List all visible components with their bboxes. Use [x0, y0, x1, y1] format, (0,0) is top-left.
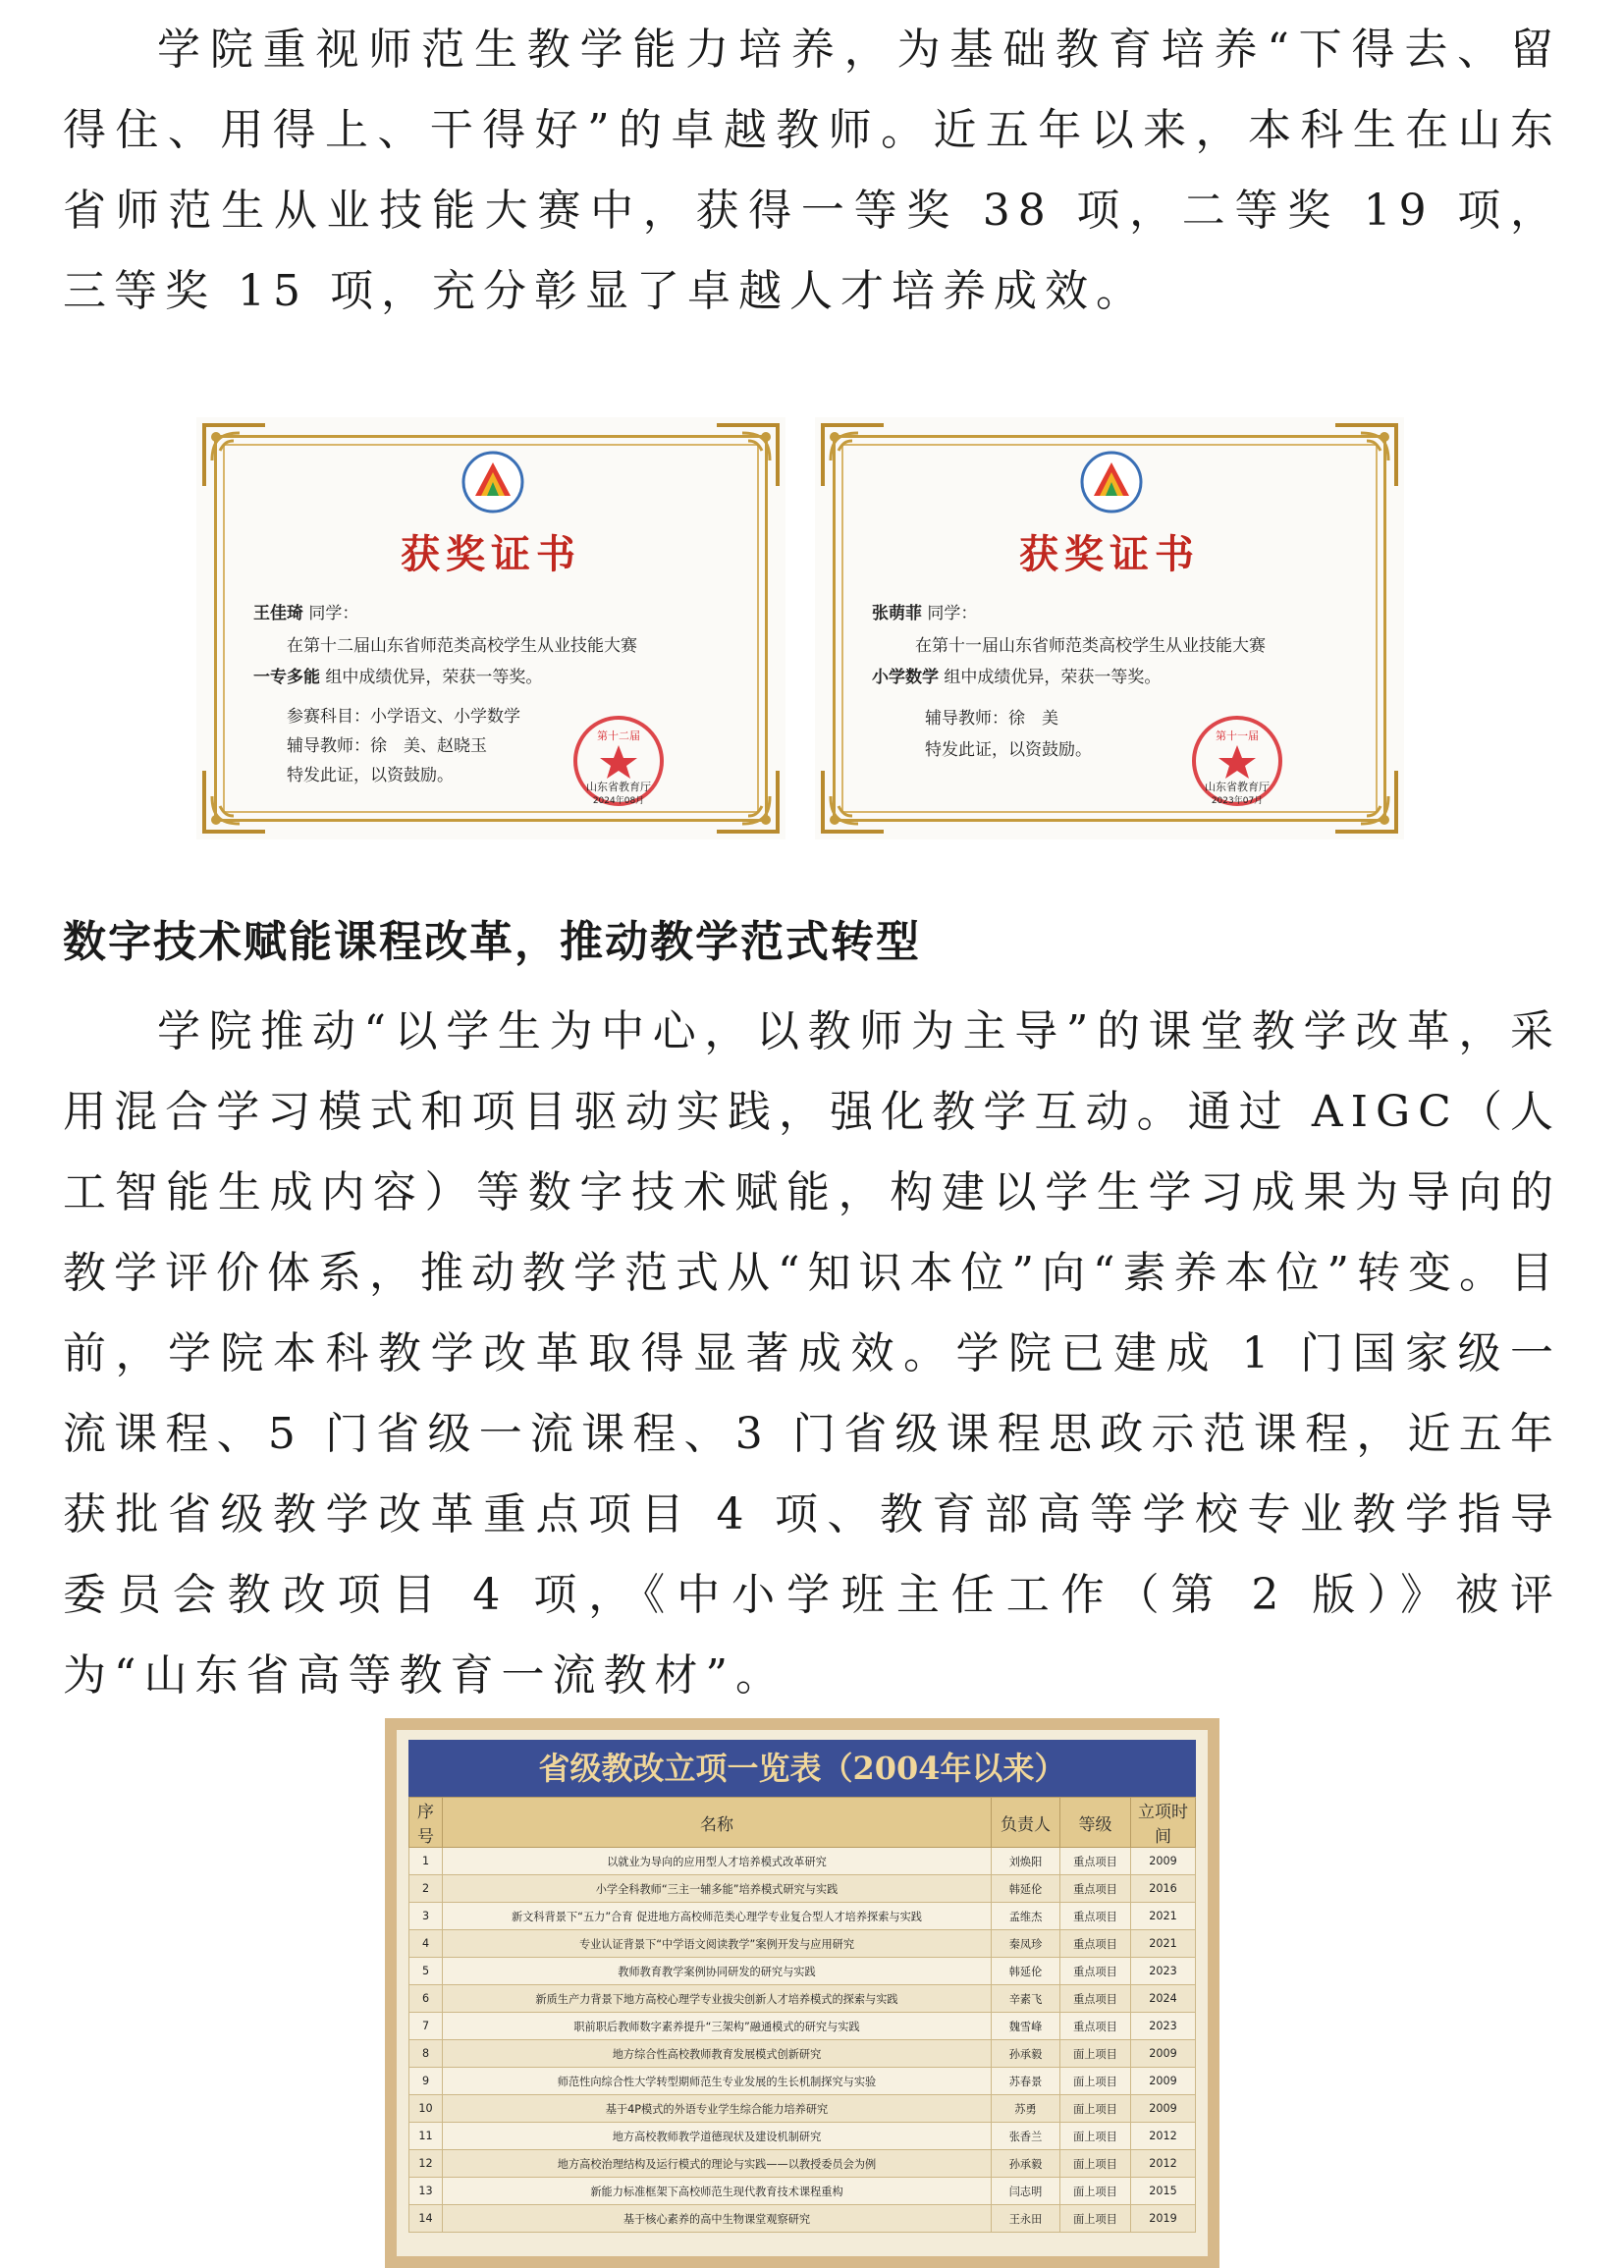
section-heading: 数字技术赋能课程改革，推动教学范式转型 [63, 917, 921, 967]
table-cell: 面上项目 [1060, 2040, 1131, 2068]
competition-group: 一专多能 [253, 668, 320, 687]
project-table [408, 1797, 1196, 2233]
table-cell: 2012 [1131, 2150, 1196, 2178]
table-cell: 韩延伦 [992, 1958, 1060, 1985]
official-seal-icon [569, 712, 668, 810]
table-cell: 6 [409, 1985, 443, 2013]
table-cell: 小学全科教师“三主一辅多能”培养模式研究与实践 [443, 1875, 992, 1903]
table-row [409, 2040, 1196, 2068]
ornament-corner-icon [819, 767, 888, 836]
recipient-suffix: 同学： [927, 604, 978, 623]
table-cell: 面上项目 [1060, 2205, 1131, 2233]
table-cell: 重点项目 [1060, 1875, 1131, 1903]
certificate-closing: 特发此证，以资鼓励。 [287, 766, 454, 785]
table-row [409, 1930, 1196, 1958]
table-cell: 13 [409, 2178, 443, 2205]
certificate-title: 获奖证书 [1019, 531, 1200, 577]
table-cell: 2016 [1131, 1875, 1196, 1903]
project-table-image [385, 1718, 1219, 2268]
table-cell: 苏春景 [992, 2068, 1060, 2095]
seal-org: 山东省教育厅 [1205, 781, 1270, 793]
table-row [409, 1903, 1196, 1930]
table-row [409, 2205, 1196, 2233]
table-cell: 孙承毅 [992, 2040, 1060, 2068]
competition-logo-icon [1080, 451, 1143, 513]
table-cell: 苏勇 [992, 2095, 1060, 2123]
certificate-closing: 特发此证，以资鼓励。 [925, 740, 1092, 760]
table-row [409, 1958, 1196, 1985]
table-cell: 5 [409, 1958, 443, 1985]
table-cell: 7 [409, 2013, 443, 2040]
table-cell: 面上项目 [1060, 2150, 1131, 2178]
table-cell: 9 [409, 2068, 443, 2095]
certificate-image-left [196, 417, 785, 839]
table-cell: 专业认证背景下“中学语文阅读教学”案例开发与应用研究 [443, 1930, 992, 1958]
table-cell: 闫志明 [992, 2178, 1060, 2205]
seal-date: 2024年08月 [592, 796, 645, 806]
recipient-suffix: 同学： [308, 604, 359, 623]
ornament-corner-icon [713, 767, 782, 836]
table-cell: 新质生产力背景下地方高校心理学专业拔尖创新人才培养模式的探索与实践 [443, 1985, 992, 2013]
table-row [409, 1985, 1196, 2013]
table-cell: 2009 [1131, 2095, 1196, 2123]
svg-text:第十一届: 第十一届 [1216, 729, 1259, 742]
certificate-advisor: 辅导教师：徐 美、赵晓玉 [287, 736, 487, 756]
ornament-corner-icon [819, 421, 888, 490]
table-row [409, 1875, 1196, 1903]
svg-text:第十二届: 第十二届 [597, 729, 640, 742]
table-cell: 地方高校治理结构及运行模式的理论与实践——以教授委员会为例 [443, 2150, 992, 2178]
table-cell: 以就业为导向的应用型人才培养模式改革研究 [443, 1848, 992, 1875]
table-cell: 2021 [1131, 1903, 1196, 1930]
seal-date: 2023年07月 [1211, 796, 1264, 806]
table-header-cell: 名称 [443, 1798, 992, 1848]
table-header-cell: 负责人 [992, 1798, 1060, 1848]
table-header-cell: 序号 [409, 1798, 443, 1848]
table-cell: 重点项目 [1060, 1903, 1131, 1930]
ornament-corner-icon [1331, 421, 1400, 490]
table-cell: 3 [409, 1903, 443, 1930]
recipient-name: 张萌菲 [872, 604, 922, 623]
table-cell: 2023 [1131, 1958, 1196, 1985]
certificate-title: 获奖证书 [401, 531, 581, 577]
competition-logo-icon [461, 451, 524, 513]
table-cell: 2023 [1131, 2013, 1196, 2040]
table-row [409, 2095, 1196, 2123]
table-cell: 2012 [1131, 2123, 1196, 2150]
table-cell: 2 [409, 1875, 443, 1903]
certificate-line: 在第十二届山东省师范类高校学生从业技能大赛 [287, 636, 637, 656]
table-cell: 2009 [1131, 2068, 1196, 2095]
table-cell: 韩延伦 [992, 1875, 1060, 1903]
table-cell: 王永田 [992, 2205, 1060, 2233]
table-cell: 秦凤珍 [992, 1930, 1060, 1958]
table-row [409, 2068, 1196, 2095]
certificate-line: 在第十一届山东省师范类高校学生从业技能大赛 [915, 636, 1266, 656]
table-cell: 2009 [1131, 1848, 1196, 1875]
table-cell: 12 [409, 2150, 443, 2178]
table-row [409, 1848, 1196, 1875]
table-cell: 2021 [1131, 1930, 1196, 1958]
table-header-cell: 立项时间 [1131, 1798, 1196, 1848]
table-cell: 1 [409, 1848, 443, 1875]
table-header-cell: 等级 [1060, 1798, 1131, 1848]
table-cell: 11 [409, 2123, 443, 2150]
table-cell: 张香兰 [992, 2123, 1060, 2150]
table-cell: 2015 [1131, 2178, 1196, 2205]
seal-org: 山东省教育厅 [586, 781, 651, 793]
table-cell: 重点项目 [1060, 2013, 1131, 2040]
table-cell: 辛素飞 [992, 1985, 1060, 2013]
table-cell: 面上项目 [1060, 2178, 1131, 2205]
table-row [409, 2150, 1196, 2178]
reform-paragraph: 学院推动“以学生为中心，以教师为主导”的课堂教学改革，采用混合学习模式和项目驱动实践，强化教学互动。通过 AIGC（人工智能生成内容）等数字技术赋能，构建以学生学习成果为导向的教学评价体系，推动教学范式从“知识本位”向“素养本位”转变。目前，学院本科教学改革取得显著成效。学院已建成 1 门国家级一流课程、5 门省级一流课程、3 门省级课程思政示范课程，近五年获批省级教学改革重点项目 4 项、教育部高等学校专业教学指导委员会教改项目 4 项，《中小学班主任工作（第 2 版）》被评为“山东省高等教育一流教材”。 [63, 1006, 1561, 1701]
recipient-name: 王佳琦 [253, 604, 303, 623]
table-cell: 重点项目 [1060, 1848, 1131, 1875]
table-cell: 师范性向综合性大学转型期师范生专业发展的生长机制探究与实验 [443, 2068, 992, 2095]
table-cell: 重点项目 [1060, 1985, 1131, 2013]
certificate-image-right [815, 417, 1404, 839]
certificate-subjects: 参赛科目：小学语文、小学数学 [287, 707, 520, 727]
certificate-line: 组中成绩优异，荣获一等奖。 [325, 668, 543, 687]
table-cell: 面上项目 [1060, 2095, 1131, 2123]
intro-paragraph: 学院重视师范生教学能力培养，为基础教育培养“下得去、留得住、用得上、干得好”的卓越教师。近五年以来，本科生在山东省师范生从业技能大赛中，获得一等奖 38 项，二等奖 19 项，三等奖 15 项，充分彰显了卓越人才培养成效。 [63, 25, 1561, 316]
table-cell: 8 [409, 2040, 443, 2068]
table-cell: 面上项目 [1060, 2068, 1131, 2095]
table-cell: 重点项目 [1060, 1930, 1131, 1958]
table-cell: 新能力标准框架下高校师范生现代教育技术课程重构 [443, 2178, 992, 2205]
table-cell: 10 [409, 2095, 443, 2123]
table-cell: 魏雪峰 [992, 2013, 1060, 2040]
table-cell: 2019 [1131, 2205, 1196, 2233]
table-cell: 新文科背景下“五力”合育 促进地方高校师范类心理学专业复合型人才培养探索与实践 [443, 1903, 992, 1930]
table-cell: 4 [409, 1930, 443, 1958]
table-cell: 刘焕阳 [992, 1848, 1060, 1875]
table-cell: 基于核心素养的高中生物课堂观察研究 [443, 2205, 992, 2233]
table-cell: 地方综合性高校教师教育发展模式创新研究 [443, 2040, 992, 2068]
table-title: 省级教改立项一览表（2004年以来） [408, 1740, 1196, 1797]
ornament-corner-icon [713, 421, 782, 490]
ornament-corner-icon [200, 421, 269, 490]
table-cell: 2024 [1131, 1985, 1196, 2013]
competition-group: 小学数学 [872, 668, 939, 687]
table-cell: 14 [409, 2205, 443, 2233]
table-cell: 教师教育教学案例协同研发的研究与实践 [443, 1958, 992, 1985]
certificate-advisor: 辅导教师：徐 美 [925, 709, 1058, 729]
ornament-corner-icon [1331, 767, 1400, 836]
table-cell: 职前职后教师数字素养提升“三架构”融通模式的研究与实践 [443, 2013, 992, 2040]
table-row [409, 2013, 1196, 2040]
table-cell: 地方高校教师教学道德现状及建设机制研究 [443, 2123, 992, 2150]
table-cell: 孙承毅 [992, 2150, 1060, 2178]
table-cell: 基于4P模式的外语专业学生综合能力培养研究 [443, 2095, 992, 2123]
certificate-line: 组中成绩优异，荣获一等奖。 [944, 668, 1162, 687]
table-cell: 重点项目 [1060, 1958, 1131, 1985]
ornament-corner-icon [200, 767, 269, 836]
table-cell: 孟维杰 [992, 1903, 1060, 1930]
table-row [409, 2178, 1196, 2205]
table-cell: 2009 [1131, 2040, 1196, 2068]
table-cell: 面上项目 [1060, 2123, 1131, 2150]
official-seal-icon [1188, 712, 1286, 810]
table-row [409, 2123, 1196, 2150]
